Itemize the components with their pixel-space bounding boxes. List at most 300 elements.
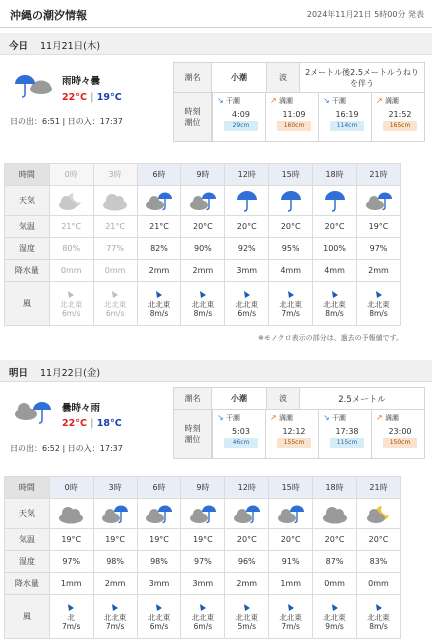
temperature: 21°C [149,222,169,231]
forecast-cell [181,551,225,573]
wind-speed: 7m/s [281,621,300,631]
forecast-cell [49,282,93,326]
rain-cloud-icon [13,72,53,104]
forecast-cell [357,186,401,216]
humidity: 87% [325,557,344,566]
hour-label: 9時 [196,483,210,492]
tide-type: 満潮 [384,414,399,422]
temperature: 20°C [236,535,257,544]
forecast-cell [225,164,269,186]
temperature: 20°C [193,222,213,231]
cloud-rain-icon [269,503,312,525]
precipitation: 1mm [280,579,301,588]
forecast-cell [93,186,137,216]
forecast-cell [93,573,137,595]
forecast-cell [181,186,225,216]
forecast-cell [313,164,357,186]
forecast-cell [225,551,269,573]
umbrella-icon [269,190,312,212]
forecast-cell [49,551,93,573]
forecast-cell [357,216,401,238]
tide-event [371,410,424,458]
forecast-cell [93,499,137,529]
forecast-cell [137,164,181,186]
forecast-cell [269,595,313,639]
forecast-cell [225,529,269,551]
precipitation: 3mm [236,266,258,275]
tide-name-label: 潮名 [174,63,212,93]
temperature: 19°C [149,535,169,544]
precipitation: 3mm [148,579,170,588]
temperature: 20°C [280,222,301,231]
row-header-temp: 気温 [5,529,50,551]
hour-label: 0時 [64,170,78,179]
forecast-cell [137,238,181,260]
precipitation: 0mm [324,579,345,588]
forecast-cell [313,551,357,573]
wind-speed: 9m/s [325,621,344,631]
forecast-cell [49,164,93,186]
forecast-cell [49,260,93,282]
hour-label: 12時 [237,483,256,492]
forecast-cell [269,499,313,529]
forecast-cell [93,164,137,186]
temp-low: 18°C [96,418,122,429]
hour-label: 18時 [325,170,344,179]
wind-direction: 北北東 [191,612,215,622]
past-note: ※モノクロ表示の部分は、過去の予報値です。 [258,334,404,342]
humidity: 91% [281,557,300,566]
tide-arrow-icon: ↗ [376,96,383,105]
tide-arrow-icon: ↗ [376,413,383,422]
tide-events [212,410,424,458]
temperature: 19°C [105,535,125,544]
wind-speed: 6m/s [237,308,257,318]
forecast-cell [225,477,269,499]
wind-arrow-icon [50,603,93,613]
forecast-cell [225,260,269,282]
hour-label: 9時 [196,170,210,179]
sunset: 日の入：17:37 [67,117,123,126]
row-header-precip: 降水量 [5,260,50,282]
tide-arrow-icon: ↘ [217,96,224,105]
forecast-cell [49,186,93,216]
forecast-cell [225,186,269,216]
forecast-cell [137,260,181,282]
tide-time: 17:38 [335,427,359,436]
forecast-cell [137,573,181,595]
row-header-time: 時間 [5,477,50,499]
day-label: 今日 [9,41,29,52]
temperature: 21°C [61,222,82,231]
wind-speed: 6m/s [193,621,213,631]
precipitation: 2mm [104,579,126,588]
tide-type: 満潮 [278,414,293,422]
forecast-cell [269,216,313,238]
wind-direction: 北北東 [147,299,171,309]
forecast-cell [269,477,313,499]
forecast-cell [357,238,401,260]
wind-direction: 北北東 [279,299,302,309]
forecast-cell [181,573,225,595]
forecast-cell [181,477,225,499]
humidity: 98% [150,557,168,566]
forecast-cell [137,529,181,551]
wind-speed: 8m/s [369,621,388,631]
forecast-cell [137,216,181,238]
forecast-cell [357,260,401,282]
tide-arrow-icon: ↗ [270,413,277,422]
day-date: 11月21日(木) [40,41,101,52]
wind-direction: 北北東 [367,612,390,622]
day-header-tomorrow [0,360,432,382]
temp-separator: | [90,92,94,103]
cloud-rain-icon [138,503,181,525]
wind-arrow-icon [138,603,181,613]
forecast-cell [269,186,313,216]
tide-arrow-icon: ↘ [323,413,330,422]
temperature: 20°C [280,535,301,544]
tide-event [318,93,371,141]
wind-direction: 北北東 [147,612,171,622]
forecast-cell [357,477,401,499]
wind-speed: 7m/s [61,621,81,631]
forecast-cell [93,260,137,282]
wind-arrow-icon [225,603,268,613]
tide-table [173,387,425,459]
wind-direction: 北北東 [235,299,259,309]
forecast-cell [313,499,357,529]
wind-speed: 7m/s [105,621,125,631]
hour-label: 0時 [64,483,78,492]
forecast-cell [137,186,181,216]
tide-name: 小潮 [212,63,267,93]
forecast-cell [313,238,357,260]
humidity: 97% [369,244,388,253]
forecast-cell [313,573,357,595]
row-header-weather: 天気 [5,499,50,529]
wind-direction: 北北東 [103,299,127,309]
temperature: 21°C [105,222,125,231]
precipitation: 0mm [104,266,126,275]
humidity: 100% [323,244,346,253]
wind-speed: 7m/s [281,308,300,318]
wind-direction: 北北東 [279,612,302,622]
temp-high: 22°C [62,418,87,429]
forecast-cell [313,282,357,326]
tide-time: 23:00 [388,427,412,436]
forecast-cell [357,529,401,551]
wind-direction: 北 [67,612,75,622]
forecast-cell [137,499,181,529]
forecast-cell [181,260,225,282]
precipitation: 2mm [148,266,170,275]
forecast-cell [93,595,137,639]
cloud-icon [50,503,93,525]
hour-label: 12時 [237,170,256,179]
tide-level-label: 潮位 [184,118,201,127]
wind-arrow-icon [94,603,137,613]
forecast-cell [357,595,401,639]
weather-summary: 曇時々雨 [62,403,101,414]
forecast-cell [49,595,93,639]
forecast-cell [49,573,93,595]
cloud-rain-icon [94,503,137,525]
forecast-cell [181,164,225,186]
temp-high: 22°C [62,92,87,103]
forecast-cell [181,595,225,639]
sun-separator: | [62,117,66,126]
row-header-humidity: 湿度 [5,238,50,260]
forecast-cell [137,282,181,326]
tide-type: 干潮 [331,97,346,105]
temperature: 19°C [368,222,389,231]
cloud-rain-icon [357,190,400,212]
wind-direction: 北北東 [367,299,390,309]
forecast-cell [49,238,93,260]
wave-label: 波 [267,388,300,410]
humidity: 96% [237,557,256,566]
forecast-cell [93,551,137,573]
row-header-wind: 風 [5,595,50,639]
forecast-cell [93,477,137,499]
forecast-cell [269,282,313,326]
tide-time-label: 時刻 [184,107,201,116]
row-header-wind: 風 [5,282,50,326]
hour-label: 15時 [281,483,300,492]
forecast-cell [93,529,137,551]
tide-type: 干潮 [331,414,346,422]
temperature: 19°C [61,535,82,544]
forecast-cell [357,551,401,573]
wind-speed: 6m/s [61,308,81,318]
temperature: 20°C [324,222,345,231]
wind-speed: 6m/s [105,308,125,318]
tide-time: 4:09 [232,110,250,119]
sunrise: 日の出：6:51 [10,117,60,126]
forecast-cell [181,282,225,326]
forecast-cell [49,477,93,499]
moon-cloud-icon [357,503,400,525]
wind-arrow-icon [138,290,181,300]
tide-time: 16:19 [335,110,359,119]
forecast-cell [93,216,137,238]
tide-arrow-icon: ↗ [270,96,277,105]
wind-arrow-icon [269,290,312,300]
wind-arrow-icon [225,290,268,300]
tide-level: 29cm [224,121,258,131]
precipitation: 4mm [324,266,345,275]
wind-arrow-icon [181,603,224,613]
tide-time: 12:12 [282,427,306,436]
tide-type: 干潮 [225,414,240,422]
wave-value: 2メートル後2.5メートルうねりを伴う [300,63,425,93]
forecast-cell [137,477,181,499]
moon-cloud-icon [50,190,93,212]
tide-level: 150cm [383,438,417,448]
hour-label: 3時 [108,170,122,179]
tide-level: 155cm [277,438,311,448]
tide-type: 干潮 [225,97,240,105]
wind-arrow-icon [181,290,224,300]
temperature: 19°C [193,535,213,544]
forecast-table [4,163,401,326]
umbrella-icon [225,190,268,212]
humidity: 92% [237,244,256,253]
tide-level: 160cm [277,121,311,131]
cloud-rain-icon [181,190,224,212]
forecast-cell [181,216,225,238]
sunset: 日の入：17:37 [67,444,123,453]
wind-speed: 6m/s [149,621,169,631]
tide-level: 114cm [330,121,364,131]
forecast-cell [313,595,357,639]
wind-arrow-icon [313,290,356,300]
forecast-cell [269,573,313,595]
humidity: 83% [369,557,388,566]
forecast-cell [269,551,313,573]
tide-event [265,410,318,458]
temperature: 20°C [368,535,389,544]
forecast-cell [137,595,181,639]
forecast-cell [181,238,225,260]
forecast-cell [313,216,357,238]
wave-value: 2.5メートル [300,388,425,410]
forecast-cell [49,529,93,551]
tide-event [265,93,318,141]
cloud-rain-icon [181,503,224,525]
humidity: 97% [193,557,212,566]
forecast-cell [357,573,401,595]
row-header-precip: 降水量 [5,573,50,595]
wind-speed: 8m/s [193,308,213,318]
forecast-cell [181,529,225,551]
humidity: 95% [281,244,300,253]
forecast-cell [357,164,401,186]
tide-event [371,93,424,141]
wind-direction: 北北東 [323,612,346,622]
tide-table [173,62,425,142]
forecast-cell [269,260,313,282]
humidity: 97% [62,557,81,566]
forecast-cell [313,186,357,216]
forecast-table [4,476,401,639]
precipitation: 1mm [60,579,82,588]
temp-separator: | [90,418,94,429]
wind-speed: 5m/s [237,621,257,631]
precipitation: 2mm [368,266,389,275]
forecast-cell [181,499,225,529]
issued-time: 2024年11月21日 5時00分 発表 [306,10,424,19]
site-title: 沖縄の潮汐情報 [10,9,87,22]
forecast-cell [137,551,181,573]
tide-time: 5:03 [232,427,250,436]
humidity: 90% [193,244,212,253]
humidity: 80% [62,244,81,253]
wind-direction: 北北東 [191,299,215,309]
forecast-cell [93,238,137,260]
cloud-rain-icon [138,190,181,212]
cloud-rain-icon [225,503,268,525]
wind-speed: 8m/s [325,308,344,318]
tide-level: 165cm [383,121,417,131]
row-header-humidity: 湿度 [5,551,50,573]
forecast-cell [225,595,269,639]
tide-event [212,410,265,458]
sunrise: 日の出：6:52 [10,444,60,453]
tide-time: 11:09 [282,110,306,119]
temperature: 20°C [324,535,345,544]
forecast-cell [313,477,357,499]
cloud-icon [94,190,137,212]
forecast-cell [49,216,93,238]
wind-speed: 8m/s [149,308,169,318]
cloud-rain-icon [13,398,53,430]
day-label: 明日 [9,368,29,379]
forecast-cell [225,573,269,595]
forecast-cell [225,216,269,238]
wind-arrow-icon [357,603,400,613]
tide-arrow-icon: ↘ [323,96,330,105]
row-header-weather: 天気 [5,186,50,216]
forecast-cell [357,499,401,529]
hour-label: 21時 [369,483,388,492]
tide-event [318,410,371,458]
wind-direction: 北北東 [323,299,346,309]
precipitation: 2mm [236,579,258,588]
hour-label: 6時 [152,483,166,492]
weather-summary: 雨時々曇 [62,76,101,87]
tide-arrow-icon: ↘ [217,413,224,422]
precipitation: 2mm [192,266,214,275]
tide-events [212,93,424,141]
tide-type: 満潮 [384,97,399,105]
tide-level: 46cm [224,438,258,448]
day-header-today [0,33,432,55]
forecast-cell [313,260,357,282]
wind-arrow-icon [50,290,93,300]
hour-label: 3時 [108,483,122,492]
sun-separator: | [62,444,66,453]
tide-name-label: 潮名 [174,388,212,410]
forecast-cell [49,499,93,529]
humidity: 82% [150,244,168,253]
umbrella-icon [313,190,356,212]
wave-label: 波 [267,63,300,93]
hour-label: 15時 [281,170,300,179]
hour-label: 21時 [369,170,388,179]
tide-level-label: 潮位 [184,435,201,444]
wind-arrow-icon [94,290,137,300]
row-header-time: 時間 [5,164,50,186]
wind-direction: 北北東 [103,612,127,622]
precipitation: 3mm [192,579,214,588]
wind-arrow-icon [357,290,400,300]
precipitation: 4mm [280,266,301,275]
tide-time: 21:52 [388,110,412,119]
tide-event [212,93,265,141]
forecast-cell [269,238,313,260]
forecast-cell [357,282,401,326]
tide-time-label: 時刻 [184,424,201,433]
precipitation: 0mm [60,266,82,275]
tide-type: 満潮 [278,97,293,105]
forecast-cell [225,499,269,529]
wind-direction: 北北東 [59,299,83,309]
humidity: 77% [106,244,124,253]
forecast-cell [269,529,313,551]
forecast-cell [313,529,357,551]
